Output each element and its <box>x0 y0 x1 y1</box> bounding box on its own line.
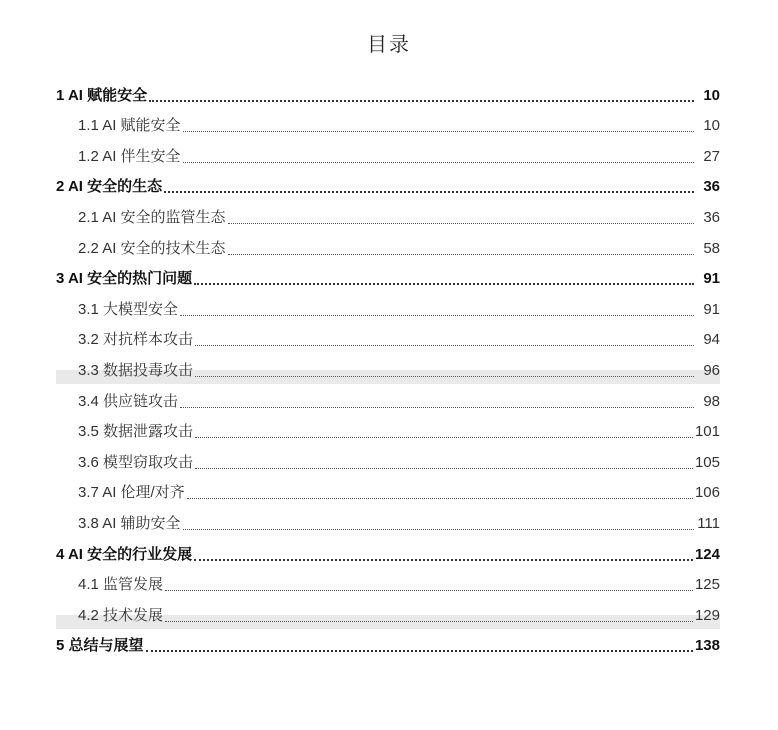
toc-entry[interactable] <box>56 568 720 599</box>
toc-entry-page: 36 <box>703 178 720 196</box>
toc-entry-label: 5 总结与展望 <box>56 637 144 655</box>
toc-entry-label: 2.2 AI 安全的技术生态 <box>78 239 226 257</box>
toc-entry-page: 98 <box>703 392 720 410</box>
toc-entry-page: 27 <box>703 147 720 165</box>
toc-entry[interactable] <box>56 323 720 354</box>
toc-entry[interactable] <box>56 231 720 262</box>
toc-leader-dots <box>228 253 694 255</box>
table-of-contents <box>56 78 720 659</box>
toc-entry-page: 10 <box>703 117 720 135</box>
toc-entry[interactable] <box>56 262 720 293</box>
toc-leader-dots <box>195 436 693 438</box>
toc-entry-label: 2 AI 安全的生态 <box>56 178 163 196</box>
toc-entry[interactable] <box>56 598 720 629</box>
toc-entry-page: 36 <box>703 208 720 226</box>
toc-entry-label: 2.1 AI 安全的监管生态 <box>78 208 226 226</box>
toc-entry[interactable] <box>56 78 720 109</box>
toc-entry-page: 10 <box>703 86 720 104</box>
toc-entry-label: 3 AI 安全的热门问题 <box>56 270 193 288</box>
toc-leader-dots <box>194 558 693 561</box>
toc-entry-label: 1.2 AI 伴生安全 <box>78 147 181 165</box>
toc-entry[interactable] <box>56 629 720 660</box>
toc-leader-dots <box>183 528 694 530</box>
toc-leader-dots <box>164 190 694 193</box>
toc-entry-page: 129 <box>694 606 720 624</box>
toc-leader-dots <box>194 282 694 285</box>
toc-entry-label: 4.2 技术发展 <box>78 606 164 624</box>
toc-entry[interactable] <box>56 292 720 323</box>
toc-leader-dots <box>146 649 693 652</box>
toc-entry[interactable] <box>56 200 720 231</box>
toc-entry-page: 111 <box>697 514 720 532</box>
toc-leader-dots <box>180 406 694 408</box>
toc-leader-dots <box>180 314 694 316</box>
page-title: 目录 <box>367 32 411 56</box>
toc-entry-label: 4 AI 安全的行业发展 <box>56 545 193 563</box>
toc-entry-label: 3.2 对抗样本攻击 <box>78 331 194 349</box>
toc-entry[interactable] <box>56 506 720 537</box>
toc-entry-page: 138 <box>694 637 720 655</box>
toc-entry-page: 96 <box>703 361 720 379</box>
toc-entry-label: 4.1 监管发展 <box>78 576 164 594</box>
toc-entry-label: 1 AI 赋能安全 <box>56 86 148 104</box>
toc-entry[interactable] <box>56 537 720 568</box>
toc-entry-label: 1.1 AI 赋能安全 <box>78 117 181 135</box>
toc-entry-label: 3.1 大模型安全 <box>78 300 179 318</box>
toc-leader-dots <box>195 375 694 377</box>
toc-entry-label: 3.6 模型窃取攻击 <box>78 453 194 471</box>
toc-entry[interactable] <box>56 384 720 415</box>
toc-entry[interactable] <box>56 445 720 476</box>
toc-leader-dots <box>165 620 693 622</box>
toc-entry[interactable] <box>56 353 720 384</box>
toc-entry-page: 101 <box>694 423 720 441</box>
toc-entry-page: 125 <box>694 576 720 594</box>
toc-entry[interactable] <box>56 170 720 201</box>
toc-entry-label: 3.3 数据投毒攻击 <box>78 361 194 379</box>
toc-leader-dots <box>195 344 694 346</box>
toc-leader-dots <box>183 130 694 132</box>
toc-leader-dots <box>228 222 694 224</box>
toc-entry-page: 91 <box>703 300 720 318</box>
toc-leader-dots <box>183 161 694 163</box>
toc-entry[interactable] <box>56 109 720 140</box>
toc-entry[interactable] <box>56 415 720 446</box>
toc-entry-page: 106 <box>694 484 720 502</box>
toc-leader-dots <box>195 467 693 469</box>
toc-entry-label: 3.8 AI 辅助安全 <box>78 514 181 532</box>
toc-entry-page: 124 <box>694 545 720 563</box>
toc-entry-page: 91 <box>703 270 720 288</box>
toc-entry-page: 105 <box>694 453 720 471</box>
toc-entry-label: 3.4 供应链攻击 <box>78 392 179 410</box>
toc-leader-dots <box>187 497 693 499</box>
toc-entry-page: 94 <box>703 331 720 349</box>
toc-entry-page: 58 <box>703 239 720 257</box>
toc-leader-dots <box>165 589 693 591</box>
toc-leader-dots <box>149 99 694 102</box>
toc-entry[interactable] <box>56 476 720 507</box>
toc-entry[interactable] <box>56 139 720 170</box>
toc-entry-label: 3.5 数据泄露攻击 <box>78 423 194 441</box>
toc-entry-label: 3.7 AI 伦理/对齐 <box>78 484 185 502</box>
